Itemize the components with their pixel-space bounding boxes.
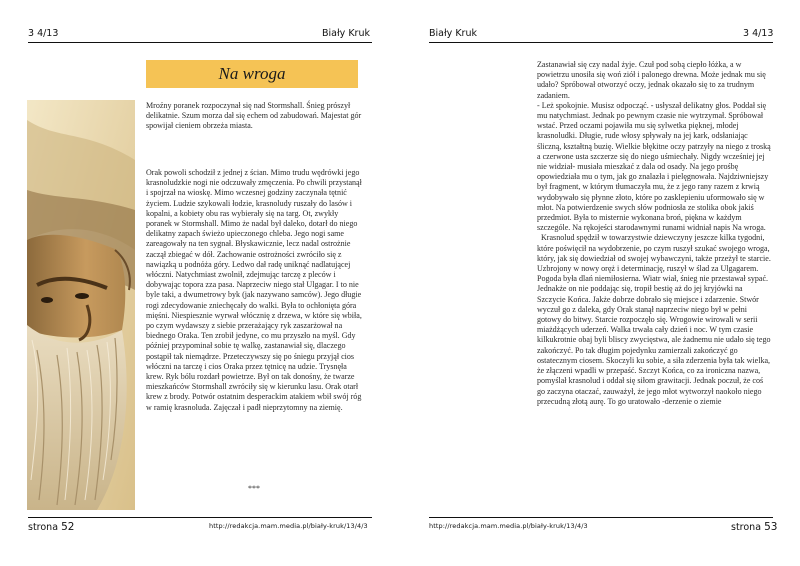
right-paragraph: Zastanawiał się czy nadal żyje. Czuł pod sobą ciepło łóżka, a w powietrzu unosiła się woń ziół i palonego drewna. Może jednak mu się udało? Spróbował otworzyć oczy, jednak okazało się to za trudnym zadaniem.	[537, 60, 766, 100]
header-page-number: 3 4/13	[743, 28, 774, 39]
header-page-number: 3 4/13	[28, 28, 59, 39]
header-rule	[429, 42, 773, 43]
footer-page-label	[731, 521, 777, 533]
footer-page-label	[28, 521, 74, 533]
footer-page-number: 52	[61, 521, 75, 533]
intro-paragraph: Mroźny poranek rozpoczynał się nad Stormshall. Śnieg prószył delikatnie. Szum morza dał się echem od zabudowań. Majestat gór spowijał cieniem obrzeża miasta.	[146, 101, 362, 131]
footer-rule	[429, 517, 773, 518]
header-magazine-title: Biały Kruk	[429, 28, 477, 39]
footer-url: http://redakcja.mam.media.pl/biały-kruk/13/4/3	[429, 522, 588, 530]
header-magazine-title: Biały Kruk	[322, 28, 370, 39]
story-paragraph	[146, 101, 362, 132]
header-rule	[28, 42, 372, 43]
footer-label: strona	[731, 522, 762, 533]
story-title: Na wroga	[218, 64, 286, 83]
dwarf-portrait-illustration	[27, 100, 135, 510]
story-paragraph	[146, 168, 362, 413]
section-separator: ***	[248, 484, 260, 493]
footer-rule	[28, 517, 372, 518]
main-paragraph: Orak powoli schodził z jednej z ścian. Mimo trudu wędrówki jego krasnoludzkie nogi nie odczuwały zmęczenia. Po chwili przystanął i spojrzał na wioskę. Mimo wczesnej godziny zaczynała tętnić życiem. Ludzie szykowali łodzie, krasnoludy ruszały do lasów i kopalni, a kobiety obu ras wybierały się na targ. Ot, zwykły poranek w Stormshall. Mimo że nadal był daleko, dotarł do niego delikatny zapach świeżo upieczonego chleba. Jego nogi same zareagowały na ten sygnał. Błyskawicznie, lecz nadal ostrożnie zaczął zbiegać w dół. Zachowanie ostrożności zwróciło się z nawiązką u podnóża góry. Ledwo dał radę uniknąć nadlatującej włóczni. Natychmiast zwolnił, zdejmując tarczę z pleców i dobywając topora zza pasa. Naprzeciw niego stał Ulgagar. I to nie byle taki, a dwumetrowy byk (jak nazywano samców). Jego długie rogi zdecydowanie zniechęcały do walki. Była to ochłonięta góra mięśni. Niespiesznie wyrwał włócznię z drzewa, w które się wbiła, po czym wydawszy z siebie przerażający ryk zaszarżował na biednego Oraka. Ten zrobił jedyne, co mu przyszło na myśl. Gdy później przypominał sobie tę walkę, zastanawiał się, dlaczego postąpił tak niemądrze. Przeteczywszy się po śniegu przyjął cios włóczni na tarczę i cios Oraka przez tętnicę na udzie. Trysnęła krew. Ryk bólu rozdarł powietrze. Był on tak donośny, że twarze mieszkańców Stormshall zwróciły się w kierunku lasu. Orak otarł krew z brody. Potwór ostatnim desperackim atakiem wbił swój róg w ramię krasnoluda. Zajęczał i padł nieprzytomny na ziemię.	[146, 168, 362, 412]
footer-url: http://redakcja.mam.media.pl/biały-kruk/13/4/3	[209, 522, 368, 530]
right-paragraph: - Leż spokojnie. Musisz odpocząć. - usłyszał delikatny głos. Poddał się mu natychmiast. Jednak po pewnym czasie nie wytrzymał. Spróbował wstać. Przed oczami pojawiła mu się sylwetka pięknej, młodej krasnoludki. Długie, rude włosy spływały na jej kark, odsłaniając śliczną, kształtną buzię. Wielkie błękitne oczy patrzyły na niego z troską a czerwone usta szczerze się do niego uśmiechały. Nigdy wcześniej jej nie widział- musiała mieszkać z dala od osady. Na jego prośbę opowiedziała mu o tym, jak go znalazła i pielęgnowała. Najdziwniejszy był fragment, w którym tłumaczyła mu, że z jego rany razem z krwią wydobywało się płynne złoto, które po zasklepieniu uformowało się w młot. Na potwierdzenie swych słów podniosła ze stolika obok jakiś przedmiot. Była to misternie wykonana broń, piękna w każdym szczególe. Na rękojeści starodawnymi runami widniał napis Na wroga.	[537, 100, 771, 233]
footer-label: strona	[28, 522, 59, 533]
right-paragraph: Krasnolud spędził w towarzystwie dziewczyny jeszcze kilka tygodni, które poświęcił na wydobrzenie, po czym ruszył szukać swojego wroga, który, jak się dowiedział od swojej wybawczyni, także przeżył te starcie. Uzbrojony w nowy oręż i determinację, ruszył w ślad za Ulgagarem. Pogoda była dlań niemiłosierna. Wiatr wiał, śnieg nie przestawał sypać. Jednakże on nie poddając się, tropił bestię aż do jej kryjówki na Szczycie Końca. Jakże dobrze dobrało się miejsce i zdarzenie. Stwór wyczuł go z daleka, gdy Orak stanął naprzeciw niego był w pełni gotowy do bitwy. Starcie rozpoczęło się. Wrogowie wirowali w serii miażdżących uderzeń. Walka trwała cały dzień i noc. W tym czasie kilkukrotnie obaj byli bliscy zwycięstwa, ale żadnemu nie udało się tego zakończyć. Po tak długim pojedynku zamierzali zakończyć go ostatecznym ciosem. Skoczyli ku sobie, a siła zderzenia była tak wielka, że złączeni wpadli w przepaść. Szczyt Końca, co za ironiczna nazwa, pomyślał krasnolud i oddał się siłom grawitacji. Jednak poczuł, że coś go zaczyna otaczać, zauważył, że jego młot wytworzył naokoło niego przecudną złotą aurę. To go uratowało -derzenie o ziemie	[537, 233, 771, 406]
title-banner	[146, 60, 358, 88]
footer-page-number: 53	[764, 521, 778, 533]
right-story-column	[537, 60, 773, 407]
